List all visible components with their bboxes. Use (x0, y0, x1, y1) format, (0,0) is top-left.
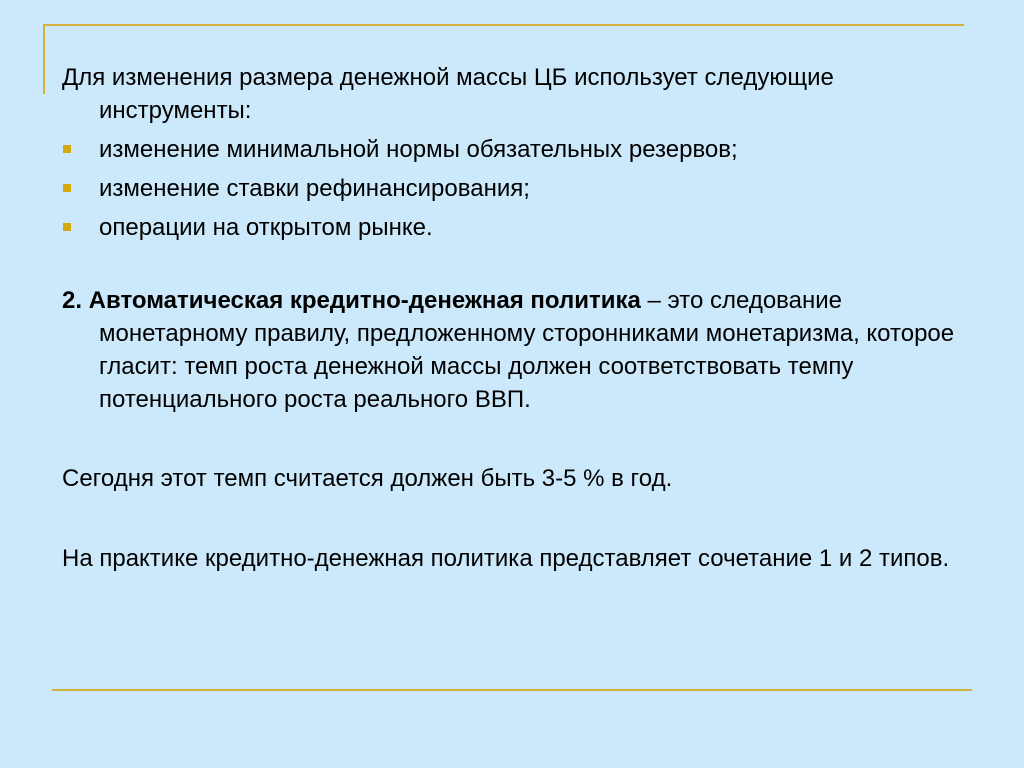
section-2-paragraph (62, 284, 972, 416)
frame-top-line (43, 24, 964, 26)
section-2-definition: – это следование монетарному правилу, предложенному сторонниками монетаризма, которое гласит: темп роста денежной массы должен соответствовать темпу потенциального роста реального ВВП. (99, 287, 955, 413)
bullet-item (62, 133, 972, 166)
intro-paragraph: Для изменения размера денежной массы ЦБ использует следующие инструменты: (62, 64, 834, 124)
section-2-term: 2. Автоматическая кредитно-денежная политика (62, 287, 641, 314)
frame-bottom-line (52, 689, 972, 691)
bullet-text: изменение минимальной нормы обязательных резервов; (99, 136, 738, 163)
bullet-item (62, 172, 972, 205)
practice-note: На практике кредитно-денежная политика представляет сочетание 1 и 2 типов. (62, 545, 950, 572)
square-bullet-icon (63, 145, 71, 153)
bullet-text: изменение ставки рефинансирования; (99, 175, 530, 202)
today-note: Сегодня этот темп считается должен быть 3-5 % в год. (62, 465, 673, 492)
frame-left-line (43, 24, 45, 94)
square-bullet-icon (63, 184, 71, 192)
square-bullet-icon (63, 223, 71, 231)
slide-content (62, 61, 972, 575)
bullet-item (62, 211, 972, 244)
bullet-text: операции на открытом рынке. (99, 214, 433, 241)
